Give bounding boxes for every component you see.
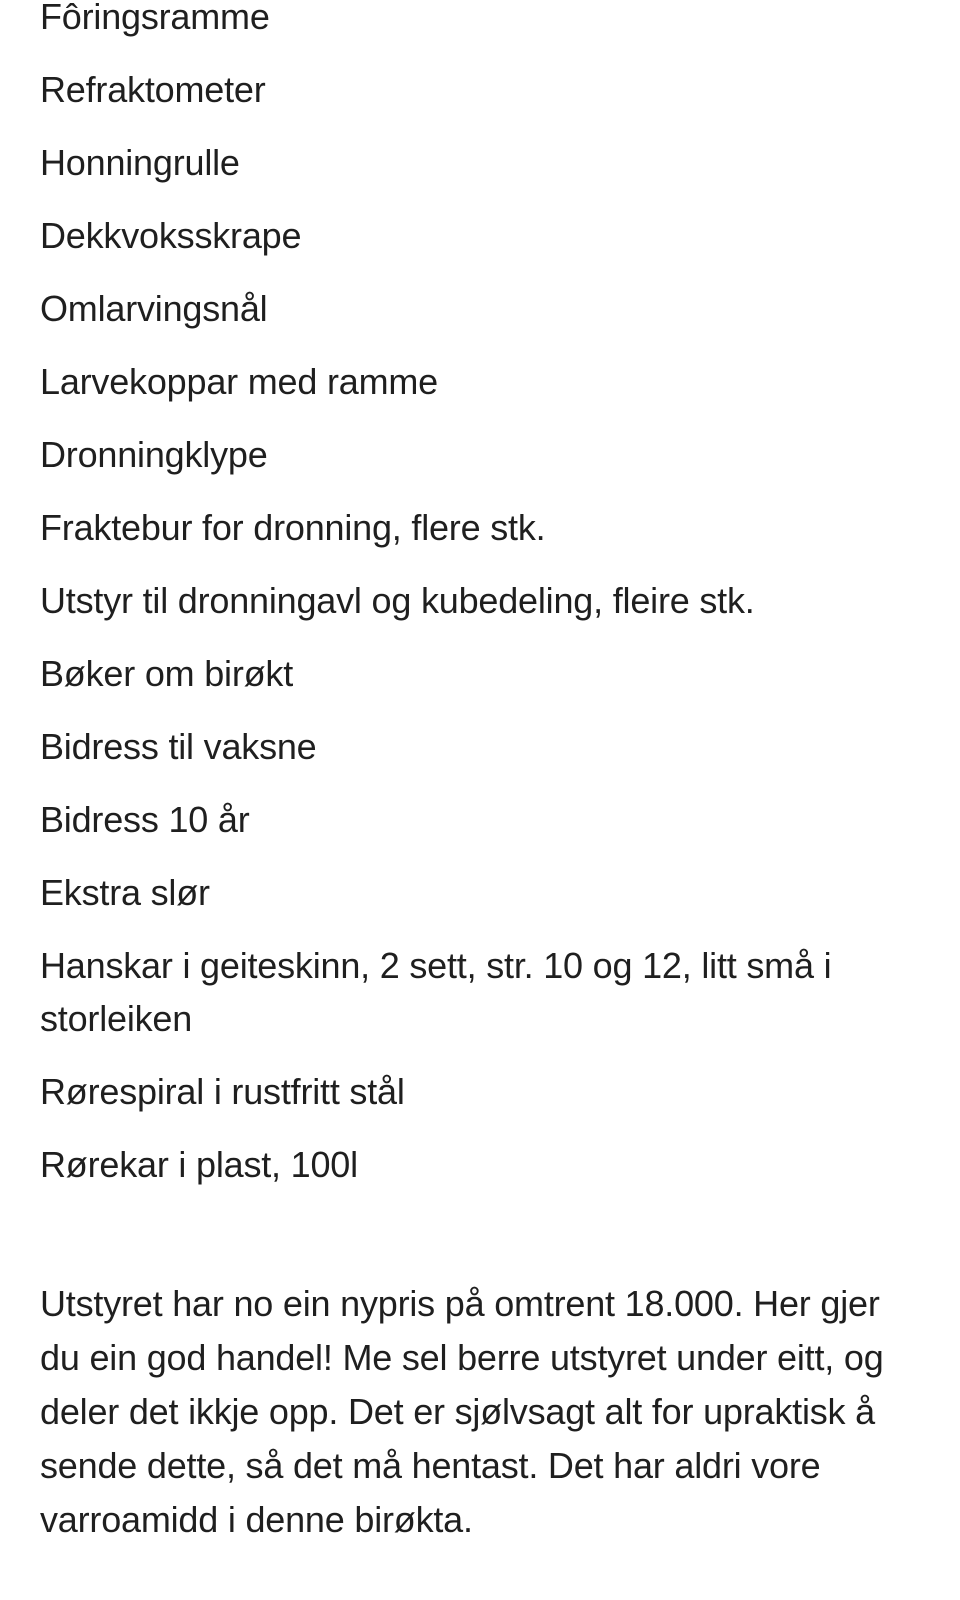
list-item: Hanskar i geiteskinn, 2 sett, str. 10 og 12, litt små i storleiken <box>40 945 832 1039</box>
list-item: Omlarvingsnål <box>40 288 268 329</box>
list-item: Ekstra slør <box>40 872 210 913</box>
list-item: Dronningklype <box>40 434 268 475</box>
list-item: Larvekoppar med ramme <box>40 361 438 402</box>
list-item: Bøker om birøkt <box>40 653 294 694</box>
list-item: Rørespiral i rustfritt stål <box>40 1071 405 1112</box>
list-item: Dekkvoksskrape <box>40 215 302 256</box>
list-item: Bidress 10 år <box>40 799 250 840</box>
listing-content <box>40 0 920 1547</box>
list-item: Utstyr til dronningavl og kubedeling, fleire stk. <box>40 580 755 621</box>
list-item: Refraktometer <box>40 69 266 110</box>
list-item: Bidress til vaksne <box>40 726 317 767</box>
list-item: Fôringsramme <box>40 0 270 37</box>
list-item: Rørekar i plast, 100l <box>40 1144 358 1185</box>
list-item: Fraktebur for dronning, flere stk. <box>40 507 546 548</box>
list-item: Honningrulle <box>40 142 240 183</box>
description-paragraph: Utstyret har no ein nypris på omtrent 18.000. Her gjer du ein god handel! Me sel berre utstyret under eitt, og deler det ikkje opp. Det er sjølvsagt alt for upraktisk å sende dette, så det må hentast. Det har aldri vore varroamidd i denne birøkta. <box>40 1283 884 1540</box>
